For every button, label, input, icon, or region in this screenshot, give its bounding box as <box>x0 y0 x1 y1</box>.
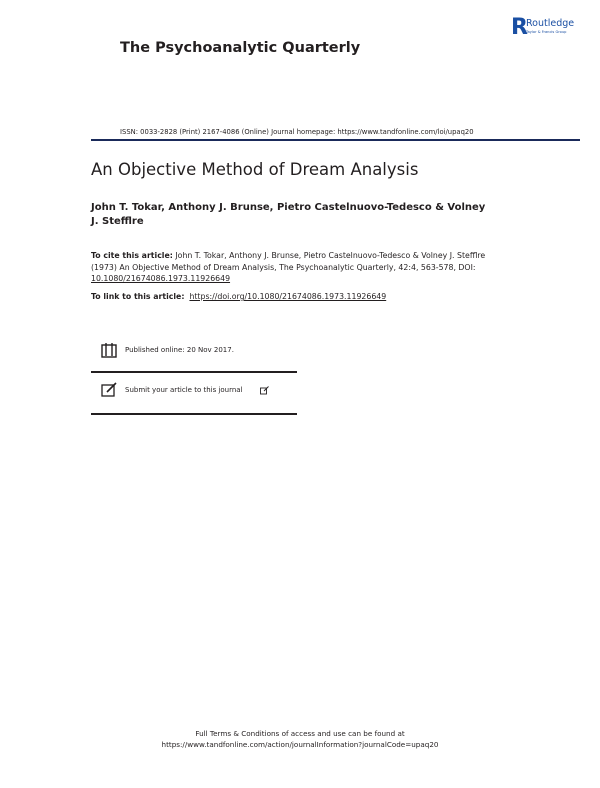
header-rule <box>91 139 580 141</box>
published-row <box>97 339 297 365</box>
doi-link[interactable]: 10.1080/21674086.1973.11926649 <box>91 274 231 283</box>
footer <box>0 728 600 750</box>
cite-label: To cite this article: <box>91 251 173 260</box>
divider-1 <box>91 371 297 373</box>
divider-2 <box>91 413 297 415</box>
article-link-line <box>91 292 386 301</box>
footer-line-1: Full Terms & Conditions of access and use can be found at <box>195 729 405 738</box>
article-url[interactable]: https://doi.org/10.1080/21674086.1973.11926649 <box>189 292 387 301</box>
edit-icon <box>100 381 118 399</box>
footer-url[interactable]: https://www.tandfonline.com/action/journalInformation?journalCode=upaq20 <box>161 740 439 749</box>
cite-text: John T. Tokar, Anthony J. Brunse, Pietro Castelnuovo-Tedesco & Volney J. Stefflre (1973) An Objective Method of Dream Analysis, The Psychoanalytic Quarterly, 42:4, 563-578, DOI: <box>91 251 486 272</box>
link-label: To link to this article: <box>91 292 185 301</box>
submit-row[interactable] <box>97 379 297 405</box>
submit-link[interactable]: Submit your article to this journal <box>125 386 243 394</box>
article-authors: John T. Tokar, Anthony J. Brunse, Pietro Castelnuovo-Tedesco & Volney J. Stefflre <box>91 202 486 227</box>
published-date: Published online: 20 Nov 2017. <box>125 346 234 354</box>
routledge-logo[interactable] <box>511 17 591 41</box>
calendar-icon <box>100 341 118 359</box>
routledge-r-icon: R <box>511 15 528 40</box>
issn-line[interactable]: ISSN: 0033-2828 (Print) 2167-4086 (Online) Journal homepage: https://www.tandfonline.com/loi/upaq20 <box>120 128 474 136</box>
citation-block <box>91 250 488 285</box>
journal-title: The Psychoanalytic Quarterly <box>120 40 361 56</box>
logo-subtitle: Taylor & Francis Group <box>526 30 567 34</box>
logo-name: Routledge <box>526 18 575 29</box>
article-title: An Objective Method of Dream Analysis <box>91 160 419 179</box>
external-link-icon <box>260 386 269 395</box>
